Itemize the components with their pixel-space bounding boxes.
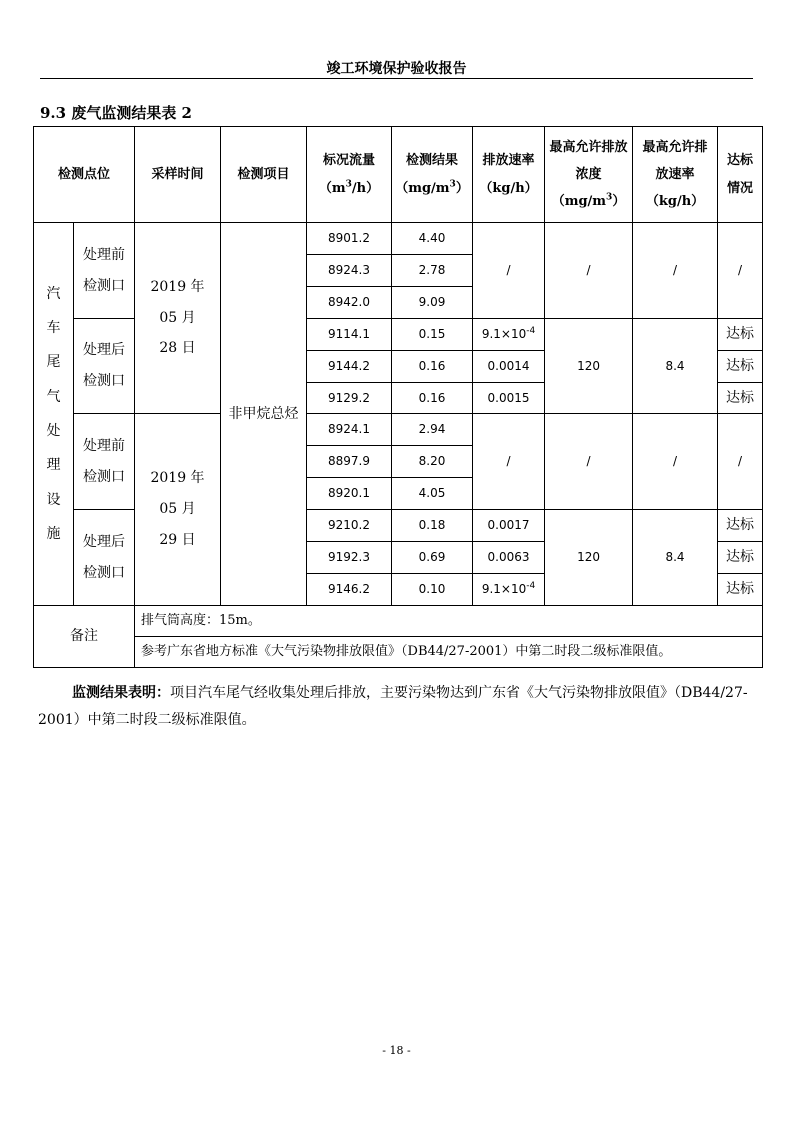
header-divider	[40, 78, 753, 79]
date-day1: 2019 年 05 月 28 日	[135, 223, 221, 414]
header-result-unit: $(mg/m^3)$	[395, 179, 469, 196]
conclusion-text: 项目汽车尾气经收集处理后排放，主要污染物达到广东省《大气污染物排放限值》（DB44/27-2001）中第二时段二级标准限值。	[38, 685, 748, 728]
flow-cell: 8924.3	[307, 255, 392, 287]
rate-cell: 0.0015	[473, 383, 545, 414]
max-rate-cell: 8.4	[633, 319, 718, 414]
rate-cell: /	[473, 223, 545, 319]
conclusion-lead: 监测结果表明：	[72, 685, 170, 701]
flow-cell: 9192.3	[307, 542, 392, 574]
table-row	[34, 414, 763, 446]
result-cell: 4.40	[392, 223, 473, 255]
max-conc-cell: /	[545, 223, 633, 319]
status-cell: 达标	[718, 542, 763, 574]
waste-gas-results-table	[33, 126, 763, 668]
status-cell: /	[718, 223, 763, 319]
max-rate-cell: 8.4	[633, 510, 718, 606]
header-time: 采样时间	[135, 127, 221, 223]
remarks-row	[34, 606, 763, 637]
header-item: 检测项目	[221, 127, 307, 223]
result-cell: 2.94	[392, 414, 473, 446]
header-max-conc-unit: $(mg/m^3)$	[551, 192, 626, 210]
header-max-conc: 最高允许排放浓度 $(mg/m^3)$	[545, 127, 633, 223]
result-cell: 4.05	[392, 478, 473, 510]
report-header-title: 竣工环境保护验收报告	[326, 61, 467, 77]
point-before-day2: 处理前检测口	[74, 414, 135, 510]
flow-cell: 9129.2	[307, 383, 392, 414]
point-after-day1: 处理后检测口	[74, 319, 135, 414]
flow-cell: 9210.2	[307, 510, 392, 542]
flow-cell: 9146.2	[307, 574, 392, 606]
header-location: 检测点位	[34, 127, 135, 223]
flow-cell: 8942.0	[307, 287, 392, 319]
flow-cell: 8920.1	[307, 478, 392, 510]
rate-cell: 0.0017	[473, 510, 545, 542]
max-conc-cell: /	[545, 414, 633, 510]
max-conc-cell: 120	[545, 319, 633, 414]
header-rate: 排放速率 （kg/h）	[473, 127, 545, 223]
rate-cell: 0.0014	[473, 351, 545, 383]
header-status: 达标情况	[718, 127, 763, 223]
flow-cell: 9114.1	[307, 319, 392, 351]
status-cell: 达标	[718, 319, 763, 351]
status-cell: /	[718, 414, 763, 510]
result-cell: 0.18	[392, 510, 473, 542]
table-row	[34, 223, 763, 255]
result-cell: 0.69	[392, 542, 473, 574]
rate-cell: /	[473, 414, 545, 510]
date-day2: 2019 年 05 月 29 日	[135, 414, 221, 606]
status-cell: 达标	[718, 383, 763, 414]
flow-cell: 8901.2	[307, 223, 392, 255]
header-max-rate: 最高允许排放速率 （kg/h）	[633, 127, 718, 223]
table-header-row	[34, 127, 763, 223]
flow-cell: 8924.1	[307, 414, 392, 446]
flow-cell: 8897.9	[307, 446, 392, 478]
result-cell: 0.10	[392, 574, 473, 606]
result-cell: 0.16	[392, 383, 473, 414]
conclusion-paragraph	[38, 680, 756, 734]
header-flow-unit: $(m^3/h)$	[318, 179, 380, 196]
remarks-label: 备注	[34, 606, 135, 668]
flow-cell: 9144.2	[307, 351, 392, 383]
max-conc-cell: 120	[545, 510, 633, 606]
max-rate-cell: /	[633, 414, 718, 510]
result-cell: 2.78	[392, 255, 473, 287]
rate-cell: $9.1\times 10^{-4}$	[473, 319, 545, 351]
point-before-day1: 处理前检测口	[74, 223, 135, 319]
remarks-line2: 参考广东省地方标准《大气污染物排放限值》（DB44/27-2001）中第二时段二级标准限值。	[135, 637, 763, 668]
result-cell: 0.15	[392, 319, 473, 351]
facility-cell: 汽车尾气处理设施	[34, 223, 74, 606]
section-title: 9.3 废气监测结果表 2	[40, 104, 192, 122]
status-cell: 达标	[718, 510, 763, 542]
result-cell: 9.09	[392, 287, 473, 319]
result-cell: 0.16	[392, 351, 473, 383]
result-cell: 8.20	[392, 446, 473, 478]
status-cell: 达标	[718, 351, 763, 383]
header-flow: 标况流量 $(m^3/h)$	[307, 127, 392, 223]
rate-cell: 0.0063	[473, 542, 545, 574]
point-after-day2: 处理后检测口	[74, 510, 135, 606]
item-cell: 非甲烷总烃	[221, 223, 307, 606]
header-result: 检测结果 $(mg/m^3)$	[392, 127, 473, 223]
remarks-line1: 排气筒高度：15m。	[135, 606, 763, 637]
max-rate-cell: /	[633, 223, 718, 319]
rate-cell: $9.1\times 10^{-4}$	[473, 574, 545, 606]
remarks-row	[34, 637, 763, 668]
page-number: - 18 -	[382, 1044, 411, 1057]
status-cell: 达标	[718, 574, 763, 606]
